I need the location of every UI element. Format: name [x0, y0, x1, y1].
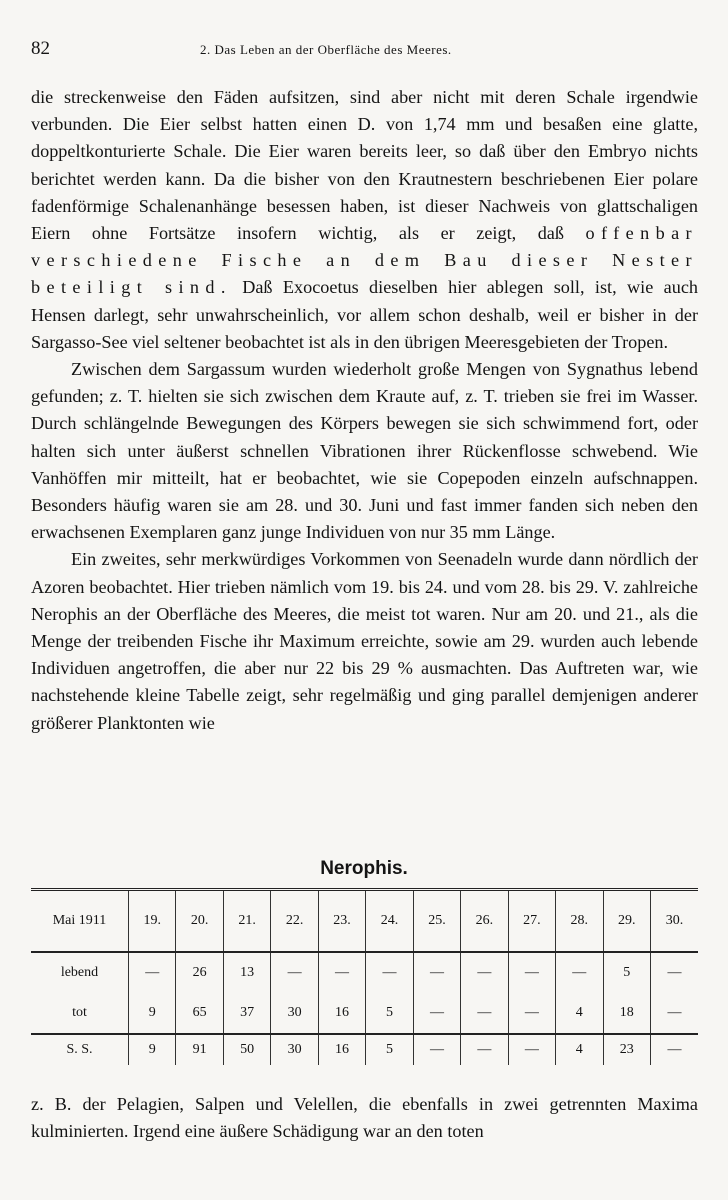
table-cell: 30 — [271, 993, 318, 1034]
column-header: 27. — [508, 890, 555, 953]
table-cell: 50 — [223, 1034, 270, 1065]
paragraph-2: Zwischen dem Sargassum wurden wiederholt große Mengen von Sygnathus lebend gefunden; z. T. hielten sie sich zwischen dem Kraute auf, z. T. trieben sie frei im Wasser. Durch schlängelnde Bewegungen des Körpers bewegen sie sich schwimmend fort, oder halten sich unter äußerst schnellen Vibrationen ihrer Rückenflosse schwebend. Wie Vanhöffen mir mitteilt, hat er beobachtet, wie sie Copepoden einzeln aufschnappen. Besonders häufig waren sie am 28. und 30. Juni und fast immer fanden sich neben den erwachsenen Exemplaren ganz junge Individuen von nur 35 mm Länge. — [31, 359, 698, 543]
table-cell: — — [556, 952, 603, 993]
table-cell: 5 — [366, 1034, 413, 1065]
column-header: 25. — [413, 890, 460, 953]
table-cell: 4 — [556, 1034, 603, 1065]
table-cell: 65 — [176, 993, 223, 1034]
column-header: 29. — [603, 890, 650, 953]
table-header-row — [31, 890, 698, 953]
table-cell: 26 — [176, 952, 223, 993]
table-cell: — — [508, 993, 555, 1034]
column-header: 28. — [556, 890, 603, 953]
page-number: 82 — [31, 38, 50, 59]
table-cell: — — [650, 993, 698, 1034]
running-head: 2. Das Leben an der Oberfläche des Meeres. — [200, 42, 452, 57]
table-cell: — — [461, 1034, 508, 1065]
table-corner-label: Mai 1911 — [31, 890, 129, 953]
table-cell: 5 — [366, 993, 413, 1034]
row-label: lebend — [60, 965, 99, 980]
table-cell: 16 — [318, 993, 365, 1034]
emphasized-phrase: offenbar verschiedene Fische an dem Bau dieser Nester beteiligt sind. — [31, 223, 698, 298]
column-header: 19. — [129, 890, 176, 953]
table-cell: 18 — [603, 993, 650, 1034]
table-cell: 37 — [223, 993, 270, 1034]
table-cell: — — [129, 952, 176, 993]
table-cell: 9 — [129, 993, 176, 1034]
table-cell: — — [413, 952, 460, 993]
table-row-sum — [31, 1034, 698, 1065]
table-cell: 4 — [556, 993, 603, 1034]
table-cell: — — [650, 952, 698, 993]
column-header: 23. — [318, 890, 365, 953]
paragraph-3: Ein zweites, sehr merkwürdiges Vorkommen von Seenadeln wurde dann nördlich der Azoren beobachtet. Hier trieben nämlich vom 19. bis 24. und vom 28. bis 29. V. zahlreiche Nerophis an der Oberfläche des Meeres, die meist tot waren. Nur am 20. und 21., als die Menge der treibenden Fische ihr Maximum erreichte, sowie am 29. wurden auch lebende Individuen angetroffen, die aber nur 22 bis 29 % ausmachten. Das Auftreten war, wie nachstehende kleine Tabelle zeigt, sehr regelmäßig und ging parallel demjenigen anderer größerer Planktonten wie — [31, 549, 698, 733]
table-cell: 13 — [223, 952, 270, 993]
table-title: Nerophis. — [320, 858, 408, 879]
paragraph-1 — [31, 84, 698, 356]
column-header: 26. — [461, 890, 508, 953]
table-cell: — — [271, 952, 318, 993]
paragraph-1-part-b: Daß Exocoetus dieselben hier ablegen soll, ist, wie auch Hensen darlegt, sehr unwahrscheinlich, vor allem schon deshalb, weil er bisher in der Sargasso-See viel seltener beobachtet ist als in den übrigen Meeresgebieten der Tropen. — [31, 277, 698, 352]
row-label: S. S. — [31, 1034, 129, 1065]
table-cell: 16 — [318, 1034, 365, 1065]
table-cell: 5 — [603, 952, 650, 993]
column-header: 22. — [271, 890, 318, 953]
table-cell: — — [366, 952, 413, 993]
table-cell: 9 — [129, 1034, 176, 1065]
body-text — [31, 84, 698, 737]
table-row-tot — [31, 993, 698, 1034]
table-cell: 30 — [271, 1034, 318, 1065]
paragraph-1-part-a: die streckenweise den Fäden aufsitzen, sind aber nicht mit deren Schale irgendwie verbunden. Die Eier selbst hatten einen D. von 1,74 mm und besaßen eine glatte, doppeltkonturierte Schale. Die Eier waren bereits leer, so daß über den Embryo nichts berichtet werden kann. Da die bisher von den Krautnestern beschriebenen Eier polare fadenförmige Schalenanhänge besessen haben, ist dieser Nachweis von glattschaligen Eiern ohne Fortsätze insofern wichtig, als er zeigt, daß — [31, 87, 698, 244]
table-cell: 23 — [603, 1034, 650, 1065]
table-cell: 91 — [176, 1034, 223, 1065]
row-label: tot — [72, 1005, 87, 1020]
column-header: 30. — [650, 890, 698, 953]
column-header: 21. — [223, 890, 270, 953]
paragraph-4: z. B. der Pelagien, Salpen und Velellen, die ebenfalls in zwei getrennten Maxima kulminierten. Irgend eine äußere Schädigung war an den toten — [31, 1094, 698, 1142]
table-cell: — — [413, 1034, 460, 1065]
table-cell: — — [508, 1034, 555, 1065]
table-cell: — — [413, 993, 460, 1034]
column-header: 20. — [176, 890, 223, 953]
table-cell: — — [650, 1034, 698, 1065]
column-header: 24. — [366, 890, 413, 953]
table-cell: — — [461, 993, 508, 1034]
continuation-text — [31, 1091, 698, 1145]
nerophis-table — [31, 888, 698, 1065]
table-row-lebend — [31, 952, 698, 993]
table-cell: — — [508, 952, 555, 993]
table-cell: — — [461, 952, 508, 993]
table-cell: — — [318, 952, 365, 993]
